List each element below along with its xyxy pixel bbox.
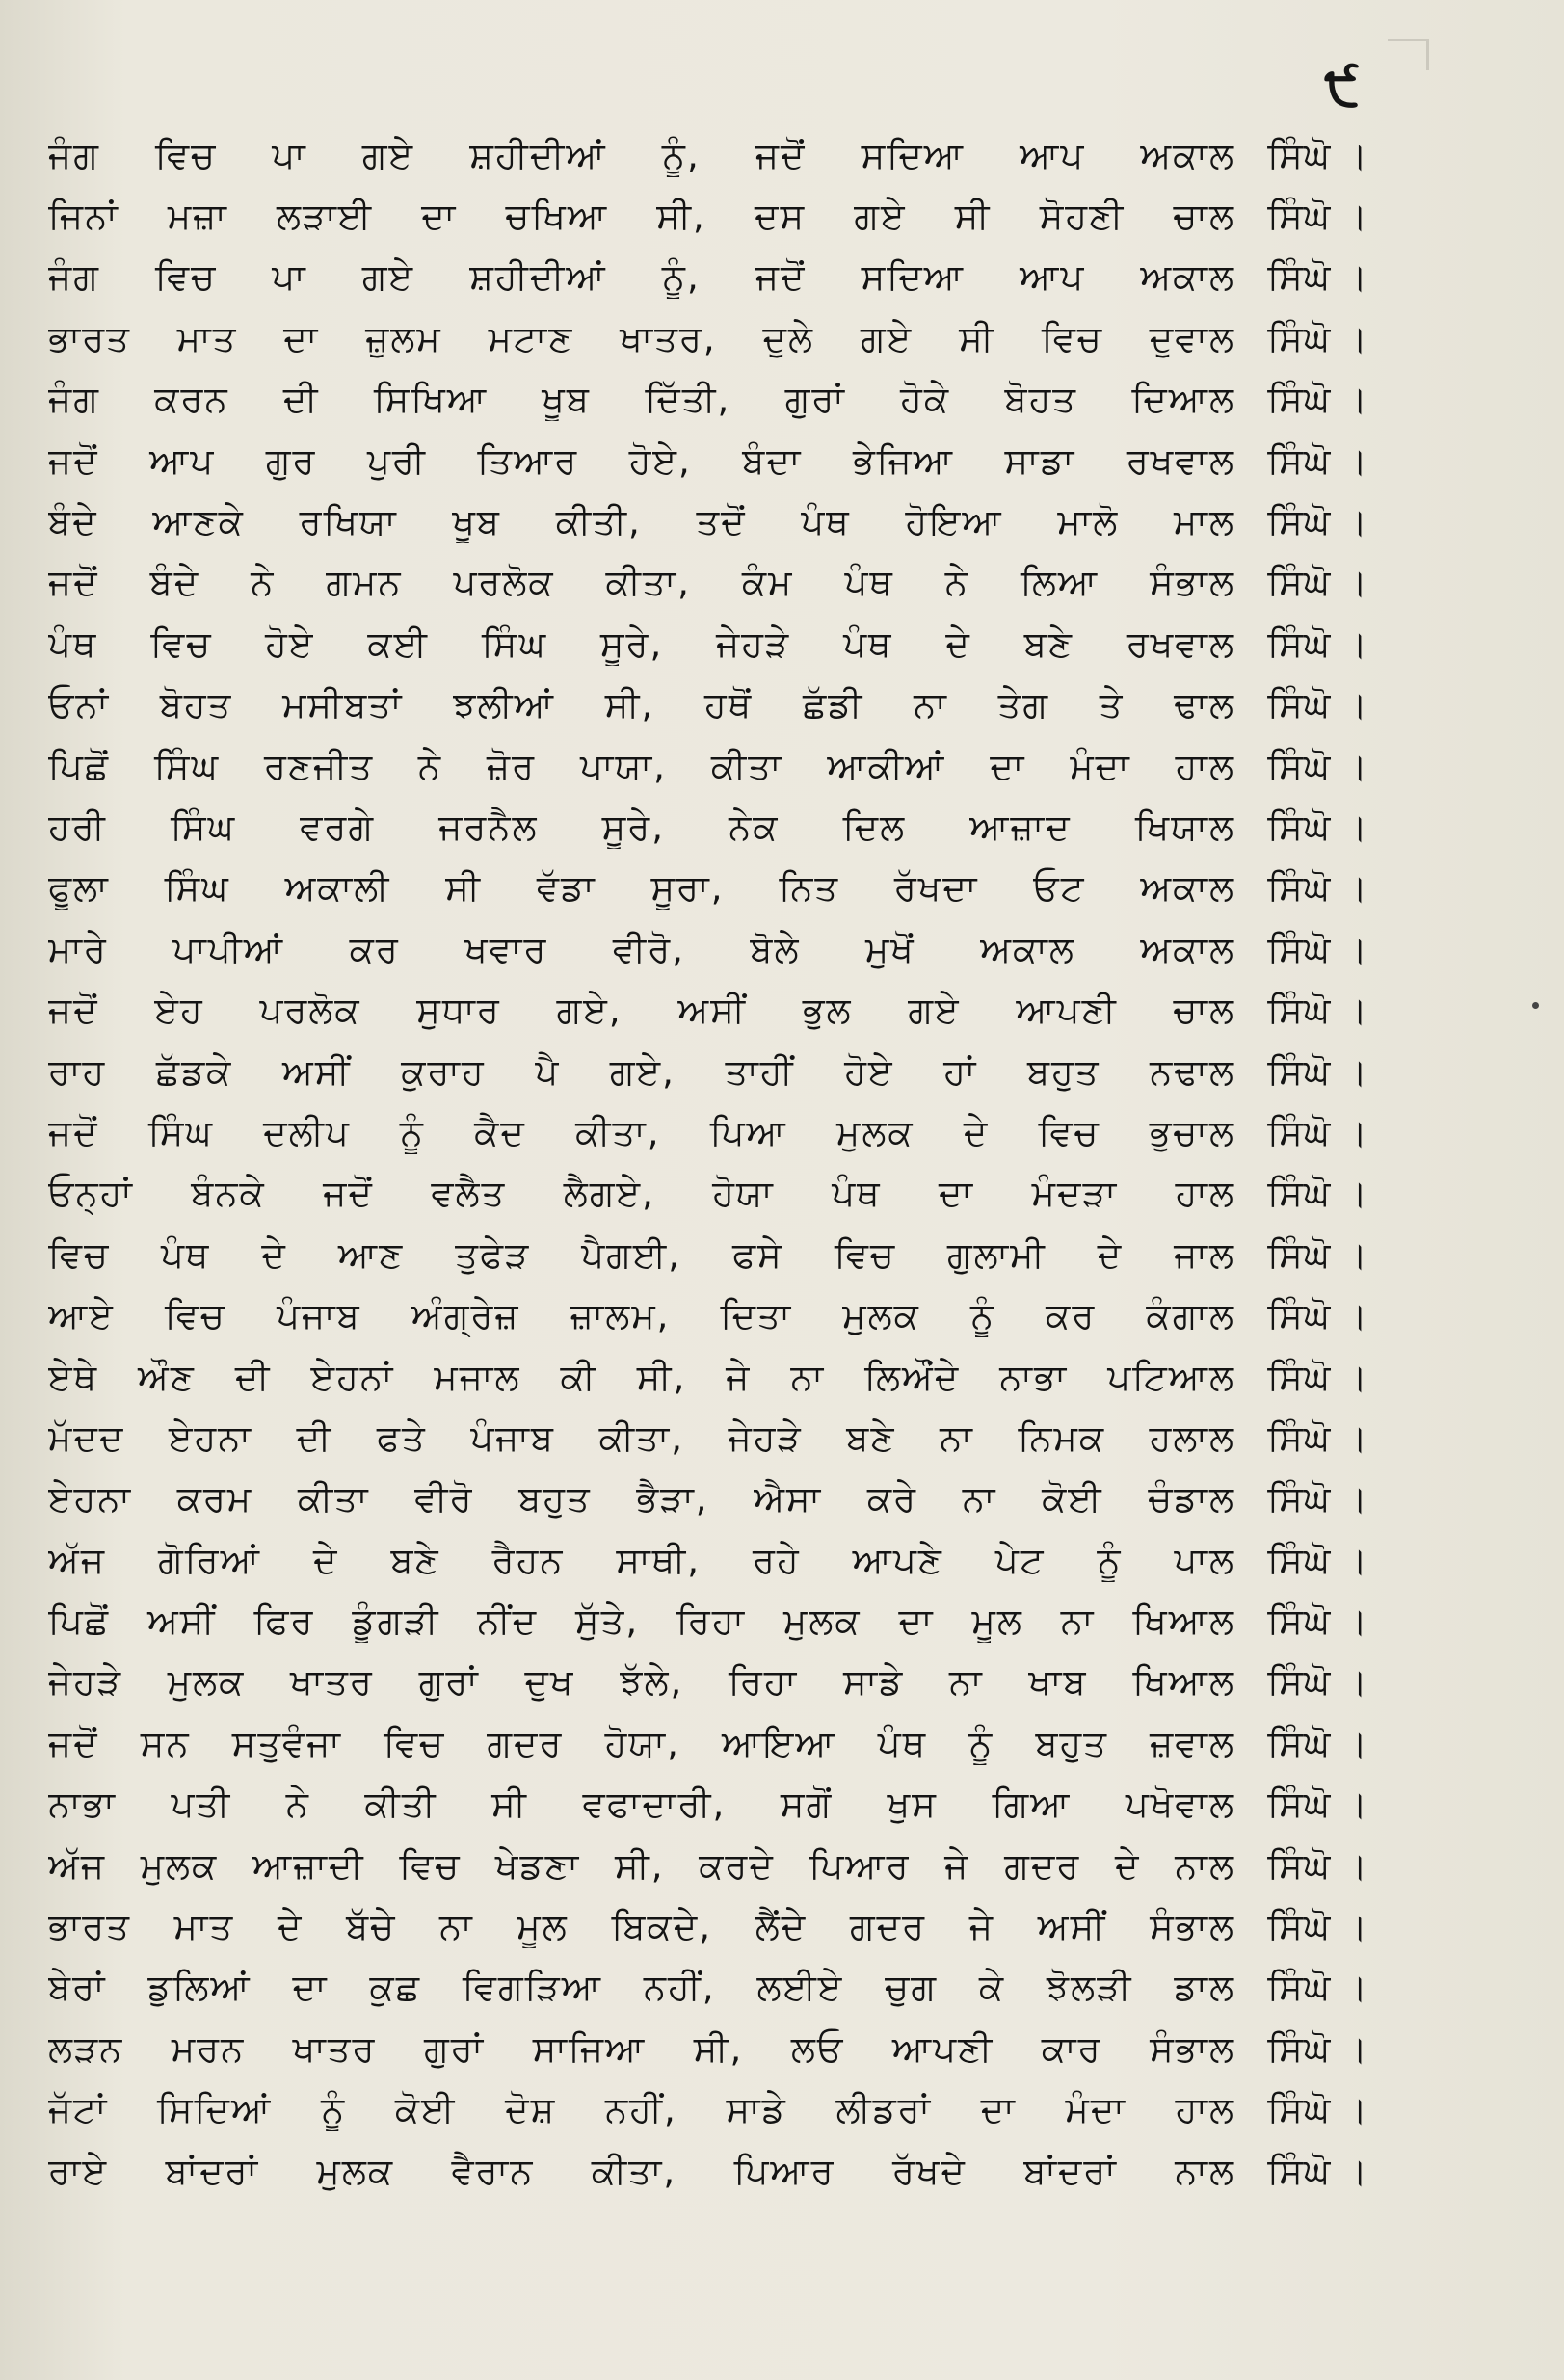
verse-refrain: ਸਿੰਘੋ ।	[1267, 806, 1368, 848]
verse-line-text: ਓਨਾਂ ਬੋਹਤ ਮਸੀਬਤਾਂ ਝਲੀਆਂ ਸੀ, ਹਥੋਂ ਛੱਡੀ ਨਾ ਤੇਗ ਤੇ ਢਾਲ	[48, 684, 1235, 727]
verse-refrain: ਸਿੰਘੋ ।	[1267, 1295, 1368, 1337]
verse-line-text: ਅੱਜ ਗੋਰਿਆਂ ਦੇ ਬਣੇ ਰੈਹਨ ਸਾਥੀ, ਰਹੇ ਆਪਣੇ ਪੇਟ ਨੂੰ ਪਾਲ	[48, 1539, 1235, 1581]
verse-line	[48, 1164, 1368, 1225]
verse-line-text: ਆਏ ਵਿਚ ਪੰਜਾਬ ਅੰਗ੍ਰੇਜ਼ ਜ਼ਾਲਮ, ਦਿਤਾ ਮੁਲਕ ਨੂੰ ਕਰ ਕੰਗਾਲ	[48, 1295, 1235, 1337]
verse-refrain: ਸਿੰਘੋ ।	[1267, 1416, 1368, 1459]
verse-line	[48, 859, 1368, 919]
verse-line	[48, 1896, 1368, 1957]
verse-line	[48, 736, 1368, 797]
verse-refrain: ਸਿੰਘੋ ।	[1267, 928, 1368, 970]
verse-refrain: ਸਿੰਘੋ ।	[1267, 867, 1368, 910]
verse-line-text: ਜਦੋਂ ਸਿੰਘ ਦਲੀਪ ਨੂੰ ਕੈਦ ਕੀਤਾ, ਪਿਆ ਮੁਲਕ ਦੇ ਵਿਚ ਭੁਚਾਲ	[48, 1111, 1235, 1153]
verse-line	[48, 1102, 1368, 1163]
verse-refrain: ਸਿੰਘੋ ।	[1267, 1478, 1368, 1521]
verse-refrain: ਸਿੰਘੋ ।	[1267, 1600, 1368, 1643]
verse-line-text: ਹਰੀ ਸਿੰਘ ਵਰਗੇ ਜਰਨੈਲ ਸੂਰੇ, ਨੇਕ ਦਿਲ ਆਜ਼ਾਦ ਖਿਯਾਲ	[48, 806, 1235, 848]
verse-line	[48, 125, 1368, 186]
verse-refrain: ਸਿੰਘੋ ।	[1267, 501, 1368, 543]
verse-line	[48, 431, 1368, 491]
verse-line	[48, 1653, 1368, 1713]
verse-refrain: ਸਿੰਘੋ ।	[1267, 379, 1368, 421]
verse-refrain: ਸਿੰਘੋ ।	[1267, 1661, 1368, 1704]
verse-line-text: ਬੰਦੇ ਆਣਕੇ ਰਖਿਯਾ ਖੂਬ ਕੀਤੀ, ਤਦੋਂ ਪੰਥ ਹੋਇਆ ਮਾਲੋ ਮਾਲ	[48, 501, 1235, 543]
verse-line-text: ਪੰਥ ਵਿਚ ਹੋਏ ਕਈ ਸਿੰਘ ਸੂਰੇ, ਜੇਹੜੇ ਪੰਥ ਦੇ ਬਣੇ ਰਖਵਾਲ	[48, 622, 1235, 665]
verse-line	[48, 2019, 1368, 2079]
verse-line-text: ਜਿਨਾਂ ਮਜ਼ਾ ਲੜਾਈ ਦਾ ਚਖਿਆ ਸੀ, ਦਸ ਗਏ ਸੀ ਸੋਹਣੀ ਚਾਲ	[48, 196, 1235, 238]
verse-line-text: ਏਥੇ ਔਣ ਦੀ ਏਹਨਾਂ ਮਜਾਲ ਕੀ ਸੀ, ਜੇ ਨਾ ਲਿਔਂਦੇ ਨਾਭਾ ਪਟਿਆਲ	[48, 1356, 1235, 1398]
verse-line	[48, 248, 1368, 308]
verse-line	[48, 1347, 1368, 1408]
verse-line	[48, 1530, 1368, 1591]
verse-line-text: ਜਦੋਂ ਏਹ ਪਰਲੋਕ ਸੁਧਾਰ ਗਏ, ਅਸੀਂ ਭੁਲ ਗਏ ਆਪਣੀ ਚਾਲ	[48, 990, 1235, 1032]
verse-refrain: ਸਿੰਘੋ ।	[1267, 1356, 1368, 1398]
verse-line	[48, 308, 1368, 369]
verse-line-text: ਰਾਏ ਬਾਂਦਰਾਂ ਮੁਲਕ ਵੈਰਾਨ ਕੀਤਾ, ਪਿਆਰ ਰੱਖਦੇ ਬਾਂਦਰਾਂ ਨਾਲ	[48, 2150, 1235, 2192]
verse-refrain: ਸਿੰਘੋ ।	[1267, 2150, 1368, 2192]
verse-line	[48, 614, 1368, 674]
verse-refrain: ਸਿੰਘੋ ।	[1267, 562, 1368, 604]
verse-line-text: ਏਹਨਾ ਕਰਮ ਕੀਤਾ ਵੀਰੋ ਬਹੁਤ ਭੈੜਾ, ਐਸਾ ਕਰੇ ਨਾ ਕੋਈ ਚੰਡਾਲ	[48, 1478, 1235, 1521]
verse-line-text: ਪਿਛੋਂ ਸਿੰਘ ਰਣਜੀਤ ਨੇ ਜ਼ੋਰ ਪਾਯਾ, ਕੀਤਾ ਆਕੀਆਂ ਦਾ ਮੰਦਾ ਹਾਲ	[48, 745, 1235, 787]
verse-line	[48, 919, 1368, 980]
verse-line	[48, 980, 1368, 1041]
page-number: ੯	[1324, 55, 1360, 118]
verse-line	[48, 491, 1368, 552]
verse-line-text: ਭਾਰਤ ਮਾਤ ਦੇ ਬੱਚੇ ਨਾ ਮੂਲ ਬਿਕਦੇ, ਲੈਂਦੇ ਗਦਰ ਜੇ ਅਸੀਂ ਸੰਭਾਲ	[48, 1906, 1235, 1948]
verse-refrain: ਸਿੰਘੋ ।	[1267, 1539, 1368, 1581]
verse-line	[48, 1713, 1368, 1774]
verse-refrain: ਸਿੰਘੋ ।	[1267, 2027, 1368, 2070]
verse-refrain: ਸਿੰਘੋ ।	[1267, 1111, 1368, 1153]
verse-line	[48, 1408, 1368, 1468]
verse-line-text: ਜੇਹੜੇ ਮੁਲਕ ਖਾਤਰ ਗੁਰਾਂ ਦੁਖ ਝੱਲੇ, ਰਿਹਾ ਸਾਡੇ ਨਾ ਖਾਬ ਖਿਆਲ	[48, 1661, 1235, 1704]
verse-line-text: ਜੰਗ ਕਰਨ ਦੀ ਸਿਖਿਆ ਖੂਬ ਦਿੱਤੀ, ਗੁਰਾਂ ਹੋਕੇ ਬੋਹਤ ਦਿਆਲ	[48, 379, 1235, 421]
verse-line-text: ਮੱਦਦ ਏਹਨਾ ਦੀ ਫਤੇ ਪੰਜਾਬ ਕੀਤਾ, ਜੇਹੜੇ ਬਣੇ ਨਾ ਨਿਮਕ ਹਲਾਲ	[48, 1416, 1235, 1459]
verse-line-text: ਵਿਚ ਪੰਥ ਦੇ ਆਣ ਤੁਫੇੜ ਪੈਗਈ, ਫਸੇ ਵਿਚ ਗੁਲਾਮੀ ਦੇ ਜਾਲ	[48, 1233, 1235, 1276]
verse-line	[48, 1225, 1368, 1285]
verse-refrain: ਸਿੰਘੋ ।	[1267, 1722, 1368, 1764]
verse-line	[48, 2141, 1368, 2202]
verse-line-text: ਜਦੋਂ ਆਪ ਗੁਰ ਪੁਰੀ ਤਿਆਰ ਹੋਏ, ਬੰਦਾ ਭੇਜਿਆ ਸਾਡਾ ਰਖਵਾਲ	[48, 439, 1235, 482]
verse-line-text: ਜੰਗ ਵਿਚ ਪਾ ਗਏ ਸ਼ਹੀਦੀਆਂ ਨੂੰ, ਜਦੋਂ ਸਦਿਆ ਆਪ ਅਕਾਲ	[48, 256, 1235, 299]
verse-refrain: ਸਿੰਘੋ ।	[1267, 1844, 1368, 1887]
verse-line-text: ਲੜਨ ਮਰਨ ਖਾਤਰ ਗੁਰਾਂ ਸਾਜਿਆ ਸੀ, ਲਓ ਆਪਣੀ ਕਾਰ ਸੰਭਾਲ	[48, 2027, 1235, 2070]
verse-refrain: ਸਿੰਘੋ ।	[1267, 317, 1368, 359]
verse-line	[48, 1042, 1368, 1102]
verse-refrain: ਸਿੰਘੋ ।	[1267, 745, 1368, 787]
verse-refrain: ਸਿੰਘੋ ।	[1267, 1050, 1368, 1093]
verse-refrain: ਸਿੰਘੋ ।	[1267, 684, 1368, 727]
verse-line	[48, 797, 1368, 858]
verse-line	[48, 186, 1368, 247]
verse-refrain: ਸਿੰਘੋ ।	[1267, 622, 1368, 665]
verse-line	[48, 2080, 1368, 2141]
verse-line-text: ਓਨ੍ਹਾਂ ਬੰਨਕੇ ਜਦੋਂ ਵਲੈਤ ਲੈਗਏ, ਹੋਯਾ ਪੰਥ ਦਾ ਮੰਦੜਾ ਹਾਲ	[48, 1173, 1235, 1215]
verse-line-text: ਮਾਰੇ ਪਾਪੀਆਂ ਕਰ ਖਵਾਰ ਵੀਰੋ, ਬੋਲੇ ਮੁਖੋਂ ਅਕਾਲ ਅਕਾਲ	[48, 928, 1235, 970]
verse-refrain: ਸਿੰਘੋ ।	[1267, 256, 1368, 299]
verse-line	[48, 675, 1368, 736]
verse-line-text: ਜੰਗ ਵਿਚ ਪਾ ਗਏ ਸ਼ਹੀਦੀਆਂ ਨੂੰ, ਜਦੋਂ ਸਦਿਆ ਆਪ ਅਕਾਲ	[48, 134, 1235, 176]
verse-line	[48, 1836, 1368, 1896]
verse-line	[48, 1591, 1368, 1652]
verse-line	[48, 1775, 1368, 1836]
verse-refrain: ਸਿੰਘੋ ।	[1267, 990, 1368, 1032]
verse-refrain: ਸਿੰਘੋ ।	[1267, 1173, 1368, 1215]
verse-line	[48, 553, 1368, 614]
ink-speck	[1532, 1002, 1539, 1009]
verse-line-text: ਜਦੋਂ ਬੰਦੇ ਨੇ ਗਮਨ ਪਰਲੋਕ ਕੀਤਾ, ਕੰਮ ਪੰਥ ਨੇ ਲਿਆ ਸੰਭਾਲ	[48, 562, 1235, 604]
verse-line-text: ਫੂਲਾ ਸਿੰਘ ਅਕਾਲੀ ਸੀ ਵੱਡਾ ਸੂਰਾ, ਨਿਤ ਰੱਖਦਾ ਓਟ ਅਕਾਲ	[48, 867, 1235, 910]
verse-refrain: ਸਿੰਘੋ ।	[1267, 439, 1368, 482]
verse-line	[48, 1958, 1368, 2019]
verse-refrain: ਸਿੰਘੋ ।	[1267, 1233, 1368, 1276]
verse-refrain: ਸਿੰਘੋ ।	[1267, 1967, 1368, 2009]
verse-refrain: ਸਿੰਘੋ ।	[1267, 196, 1368, 238]
verse-line	[48, 1285, 1368, 1346]
verse-line-text: ਜਦੋਂ ਸਨ ਸਤੁਵੰਜਾ ਵਿਚ ਗਦਰ ਹੋਯਾ, ਆਇਆ ਪੰਥ ਨੂੰ ਬਹੁਤ ਜ਼ਵਾਲ	[48, 1722, 1235, 1764]
verse-line	[48, 370, 1368, 431]
verse-line-text: ਭਾਰਤ ਮਾਤ ਦਾ ਜ਼ੁਲਮ ਮਟਾਣ ਖਾਤਰ, ਦੁਲੇ ਗਏ ਸੀ ਵਿਚ ਦੁਵਾਲ	[48, 317, 1235, 359]
verse-refrain: ਸਿੰਘੋ ।	[1267, 2089, 1368, 2131]
verse-line-text: ਪਿਛੋਂ ਅਸੀਂ ਫਿਰ ਡੂੰਗੜੀ ਨੀਂਦ ਸੁੱਤੇ, ਰਿਹਾ ਮੁਲਕ ਦਾ ਮੂਲ ਨਾ ਖਿਆਲ	[48, 1600, 1235, 1643]
verse-line	[48, 1469, 1368, 1530]
verse-refrain: ਸਿੰਘੋ ।	[1267, 1784, 1368, 1826]
verse-line-text: ਨਾਭਾ ਪਤੀ ਨੇ ਕੀਤੀ ਸੀ ਵਫਾਦਾਰੀ, ਸਗੋਂ ਖੁਸ ਗਿਆ ਪਖੋਵਾਲ	[48, 1784, 1235, 1826]
verse-refrain: ਸਿੰਘੋ ।	[1267, 134, 1368, 176]
show-through-mark	[1388, 39, 1429, 70]
verse-line-text: ਰਾਹ ਛੱਡਕੇ ਅਸੀਂ ਕੁਰਾਹ ਪੈ ਗਏ, ਤਾਹੀਂ ਹੋਏ ਹਾਂ ਬਹੁਤ ਨਢਾਲ	[48, 1050, 1235, 1093]
verse-refrain: ਸਿੰਘੋ ।	[1267, 1906, 1368, 1948]
verse-line-text: ਅੱਜ ਮੁਲਕ ਆਜ਼ਾਦੀ ਵਿਚ ਖੇਡਣਾ ਸੀ, ਕਰਦੇ ਪਿਆਰ ਜੇ ਗਦਰ ਦੇ ਨਾਲ	[48, 1844, 1235, 1887]
verse-line-text: ਜੱਟਾਂ ਸਿਦਿਆਂ ਨੂੰ ਕੋਈ ਦੋਸ਼ ਨਹੀਂ, ਸਾਡੇ ਲੀਡਰਾਂ ਦਾ ਮੰਦਾ ਹਾਲ	[48, 2089, 1235, 2131]
verse-block	[48, 125, 1368, 2202]
verse-line-text: ਬੇਰਾਂ ਡੁਲਿਆਂ ਦਾ ਕੁਛ ਵਿਗੜਿਆ ਨਹੀਂ, ਲਈਏ ਚੁਗ ਕੇ ਝੋਲੜੀ ਡਾਲ	[48, 1967, 1235, 2009]
